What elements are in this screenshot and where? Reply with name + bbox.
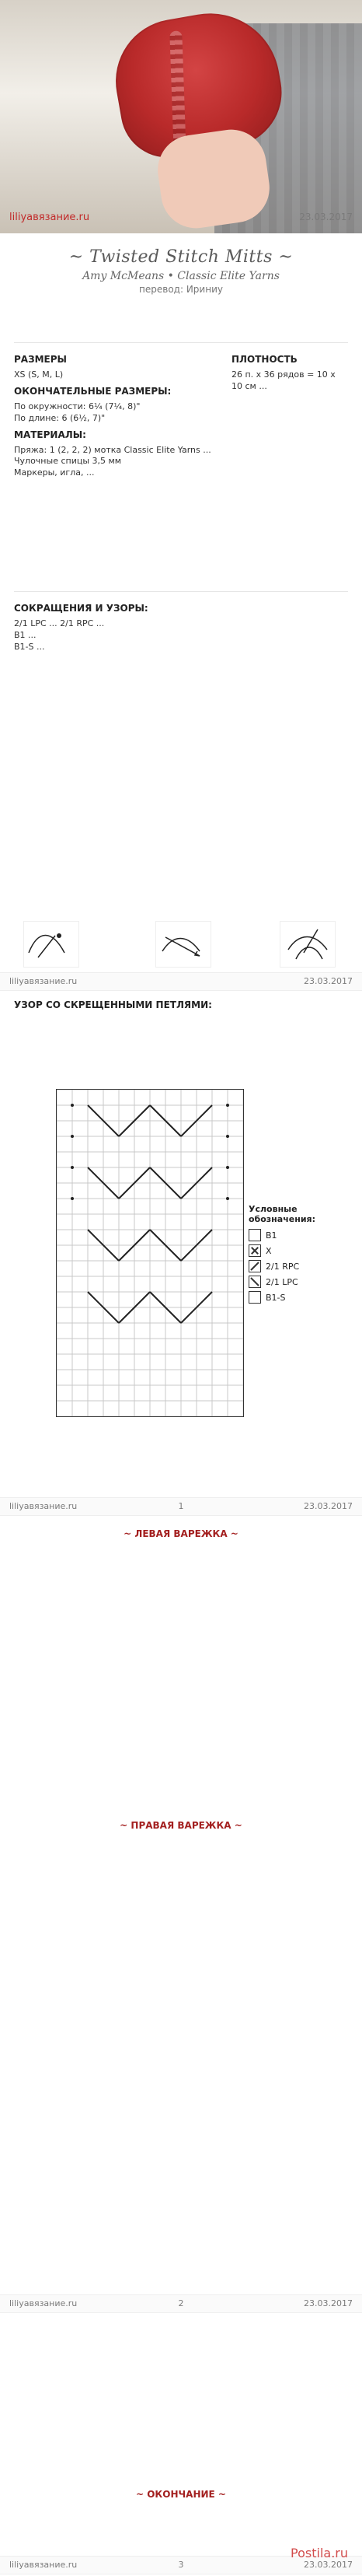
pattern-section xyxy=(14,999,348,1015)
watermark-text: liliyaвязание.ru xyxy=(9,212,90,223)
legend-label: 2/1 LPC xyxy=(266,1276,298,1287)
divider xyxy=(14,591,348,592)
legend-label: 2/1 RPC xyxy=(266,1261,300,1272)
legend-row xyxy=(249,1244,350,1257)
page-bar-left: liliyaвязание.ru xyxy=(9,1501,78,1511)
finishing-section xyxy=(14,2489,348,2504)
page-bar-left: liliyaвязание.ru xyxy=(9,2298,78,2308)
chart-legend xyxy=(249,1204,350,1307)
final-sizes-text: По окружности: 6¼ (7¼, 8)" По длине: 6 (6½, 7)" xyxy=(14,401,141,423)
title-block xyxy=(0,233,362,342)
stitch-chart xyxy=(56,1089,244,1417)
illustration-svg xyxy=(24,922,78,967)
legend-label: Х xyxy=(266,1245,272,1256)
abbreviations-heading: СОКРАЩЕНИЯ И УЗОРЫ: xyxy=(14,603,148,614)
stitch-chart-svg xyxy=(57,1090,243,1416)
legend-row xyxy=(249,1276,350,1288)
abbreviations-section xyxy=(14,603,348,658)
legend-label: В1 xyxy=(266,1230,277,1241)
illustration-svg xyxy=(156,922,211,967)
page-bar-right: 23.03.2017 xyxy=(304,976,353,986)
legend-box-icon xyxy=(249,1291,261,1304)
pattern-title: ~ Twisted Stitch Mitts ~ xyxy=(68,247,294,267)
gauge-text: 26 п. x 36 рядов = 10 x 10 см ... xyxy=(231,369,336,391)
page-bar xyxy=(0,972,362,991)
legend-label: B1-S xyxy=(266,1292,286,1303)
page-bar xyxy=(0,2294,362,2313)
legend-row xyxy=(249,1229,350,1241)
legend-row xyxy=(249,1260,350,1272)
legend-title: Условные обозначения: xyxy=(249,1204,315,1224)
final-sizes-heading: ОКОНЧАТЕЛЬНЫЕ РАЗМЕРЫ: xyxy=(14,385,172,397)
page-bar-right: 23.03.2017 xyxy=(304,1501,353,1511)
abbreviations-text: 2/1 LPC ... 2/1 RPC ... B1 ... B1-S ... xyxy=(14,618,105,652)
page-bar-right: 23.03.2017 xyxy=(304,2560,353,2570)
hero-photo xyxy=(0,0,362,233)
legend-diagonal-right-icon xyxy=(249,1260,261,1272)
top-date: 23.03.2017 xyxy=(299,212,353,222)
page-bar-left: liliyaвязание.ru xyxy=(9,2560,78,2570)
right-mitt-section xyxy=(14,1820,348,1836)
technique-illustration xyxy=(280,921,336,968)
page-bar-right: 23.03.2017 xyxy=(304,2298,353,2308)
pattern-heading: УЗОР СО СКРЕЩЕННЫМИ ПЕТЛЯМИ: xyxy=(14,999,212,1010)
legend-cross-icon xyxy=(249,1244,261,1257)
translation-credit: перевод: Ириниу xyxy=(139,284,223,295)
legend-row xyxy=(249,1291,350,1304)
left-mitt-heading: ~ ЛЕВАЯ ВАРЕЖКА ~ xyxy=(124,1528,238,1539)
illustration-svg xyxy=(280,922,335,967)
diagonal-left-svg xyxy=(249,1276,260,1287)
technique-illustration xyxy=(155,921,211,968)
info-section xyxy=(14,354,348,484)
materials-text: Пряжа: 1 (2, 2, 2) мотка Classic Elite Yarns ... Чулочные спицы 3,5 мм Маркеры, игла, ... xyxy=(14,444,211,478)
page-bar-center: 1 xyxy=(178,1501,184,1511)
materials-heading: МАТЕРИАЛЫ: xyxy=(14,429,86,440)
pattern-author: Amy McMeans • Classic Elite Yarns xyxy=(82,270,280,282)
legend-diagonal-left-icon xyxy=(249,1276,261,1288)
technique-illustration xyxy=(23,921,79,968)
left-mitt-section xyxy=(14,1528,348,1544)
page-bar-center: 2 xyxy=(178,2298,184,2308)
legend-box-icon xyxy=(249,1229,261,1241)
page-bar xyxy=(0,1497,362,1516)
diagonal-right-svg xyxy=(249,1261,260,1272)
sizes-heading: РАЗМЕРЫ xyxy=(14,354,67,365)
gauge-heading: ПЛОТНОСТЬ xyxy=(231,354,298,365)
finishing-heading: ~ ОКОНЧАНИЕ ~ xyxy=(136,2489,226,2500)
sizes-text: XS (S, M, L) xyxy=(14,369,64,380)
footer-logo: Postila.ru xyxy=(291,2546,348,2560)
right-mitt-heading: ~ ПРАВАЯ ВАРЕЖКА ~ xyxy=(120,1820,242,1831)
page-bar-left: liliyaвязание.ru xyxy=(9,976,78,986)
page-bar-center: 3 xyxy=(178,2560,184,2570)
divider xyxy=(14,342,348,343)
